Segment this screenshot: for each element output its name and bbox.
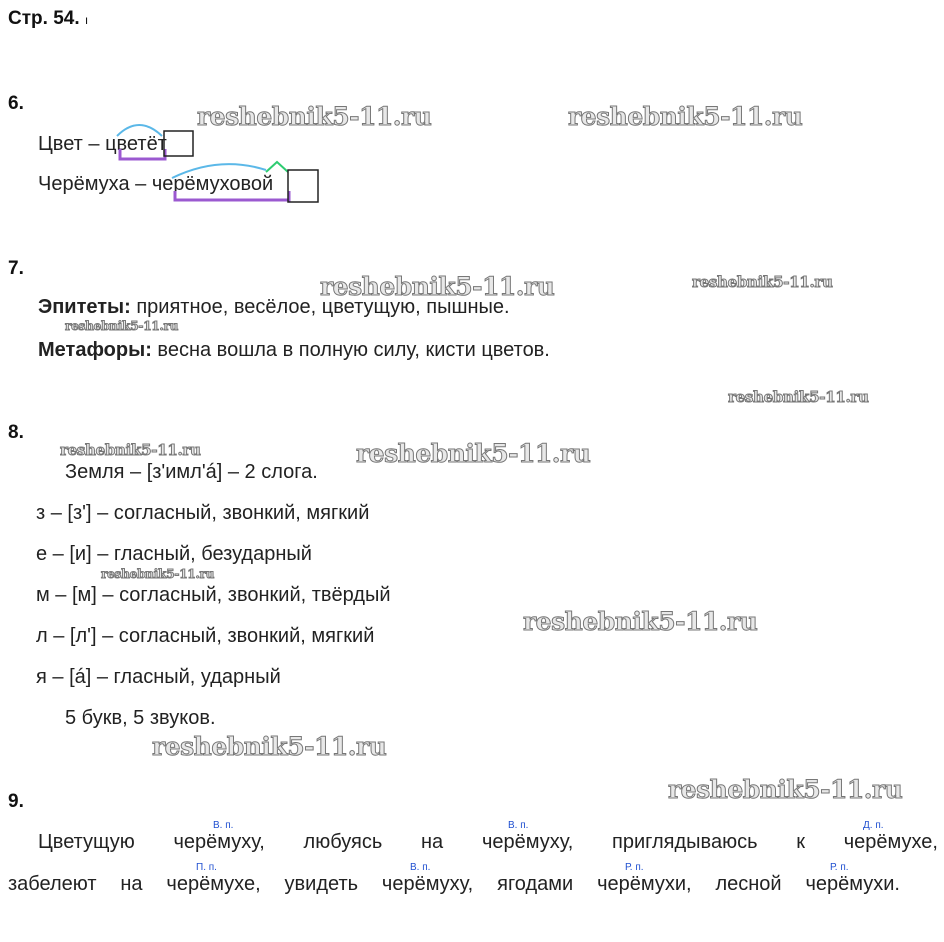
word: к	[796, 831, 805, 853]
word: на	[421, 831, 444, 853]
task-7-number: 7.	[8, 258, 24, 279]
word-ending: ёт	[146, 133, 167, 155]
task-6-row-1	[38, 133, 167, 156]
watermark: reshebnik5-11.ru	[60, 441, 201, 459]
word: Цветущую	[38, 831, 135, 853]
word-ending: ой	[250, 173, 274, 195]
word: лесной	[715, 873, 782, 895]
word: черёмухи,	[597, 873, 692, 895]
sound-line: е – [и] – гласный, безударный	[36, 543, 312, 565]
sound-line: л – [л'] – согласный, звонкий, мягкий	[36, 625, 375, 647]
stray-mark: ı	[84, 13, 89, 27]
word: ягодами	[497, 873, 574, 895]
ending-box	[164, 131, 193, 156]
task-9-number: 9.	[8, 791, 24, 812]
watermark: reshebnik5-11.ru	[668, 775, 903, 804]
word: черёмухе,	[843, 831, 938, 853]
case-label: В. п.	[410, 862, 431, 873]
sound-line: з – [з'] – согласный, звонкий, мягкий	[36, 502, 370, 524]
watermark: reshebnik5-11.ru	[728, 388, 869, 406]
suffix-mark	[266, 162, 288, 172]
sound-line: я – [á] – гласный, ударный	[36, 666, 281, 688]
word: черёмухи.	[805, 873, 900, 895]
metaphors-text: весна вошла в полную силу, кисти цветов.	[151, 339, 550, 361]
word: черёмуху,	[173, 831, 265, 853]
dash: –	[82, 133, 106, 155]
word: приглядываюсь	[612, 831, 758, 853]
dash: –	[129, 173, 152, 195]
ending-box	[288, 170, 318, 202]
word: черёмухе,	[166, 873, 261, 895]
word: черёмуху,	[381, 873, 474, 895]
metaphors-label: Метафоры:	[38, 339, 152, 361]
epithets-label: Эпитеты:	[38, 296, 131, 318]
case-label: Д. п.	[863, 820, 884, 831]
sound-line: м – [м] – согласный, звонкий, твёрдый	[36, 584, 391, 606]
watermark: reshebnik5-11.ru	[356, 439, 591, 468]
sentence-line-2	[8, 873, 900, 896]
case-label: Р. п.	[625, 862, 644, 873]
case-label: П. п.	[196, 862, 217, 873]
watermark: reshebnik5-11.ru	[101, 567, 215, 581]
word-stem: черёмухов	[151, 173, 251, 195]
page-title: Стр. 54. ı	[8, 8, 89, 29]
watermark: reshebnik5-11.ru	[152, 732, 387, 761]
watermark: reshebnik5-11.ru	[320, 272, 555, 301]
epithets-text: приятное, весёлое, цветущую, пышные.	[130, 296, 510, 318]
watermark: reshebnik5-11.ru	[197, 102, 432, 131]
word: увидеть	[284, 873, 359, 895]
word: на	[120, 873, 143, 895]
task-6-row-2	[38, 173, 273, 196]
word-stem: цвет	[105, 133, 147, 155]
base-word: Черёмуха	[38, 173, 130, 195]
word: любуясь	[303, 831, 383, 853]
task-6-number: 6.	[8, 93, 24, 114]
watermark: reshebnik5-11.ru	[568, 102, 803, 131]
base-word: Цвет	[38, 133, 83, 155]
summary-line: 5 букв, 5 звуков.	[65, 707, 216, 729]
word: черёмуху,	[481, 831, 574, 853]
metaphors-line	[38, 339, 550, 362]
watermark: reshebnik5-11.ru	[692, 273, 833, 291]
case-label: Р. п.	[830, 862, 849, 873]
transcription-line: Земля – [з'имл'á] – 2 слога.	[65, 461, 318, 483]
word: забелеют	[8, 873, 97, 895]
case-label: В. п.	[508, 820, 529, 831]
task-8-number: 8.	[8, 422, 24, 443]
sentence-line-1	[38, 831, 938, 854]
case-label: В. п.	[213, 820, 234, 831]
watermark: reshebnik5-11.ru	[65, 319, 179, 333]
watermark: reshebnik5-11.ru	[523, 607, 758, 636]
